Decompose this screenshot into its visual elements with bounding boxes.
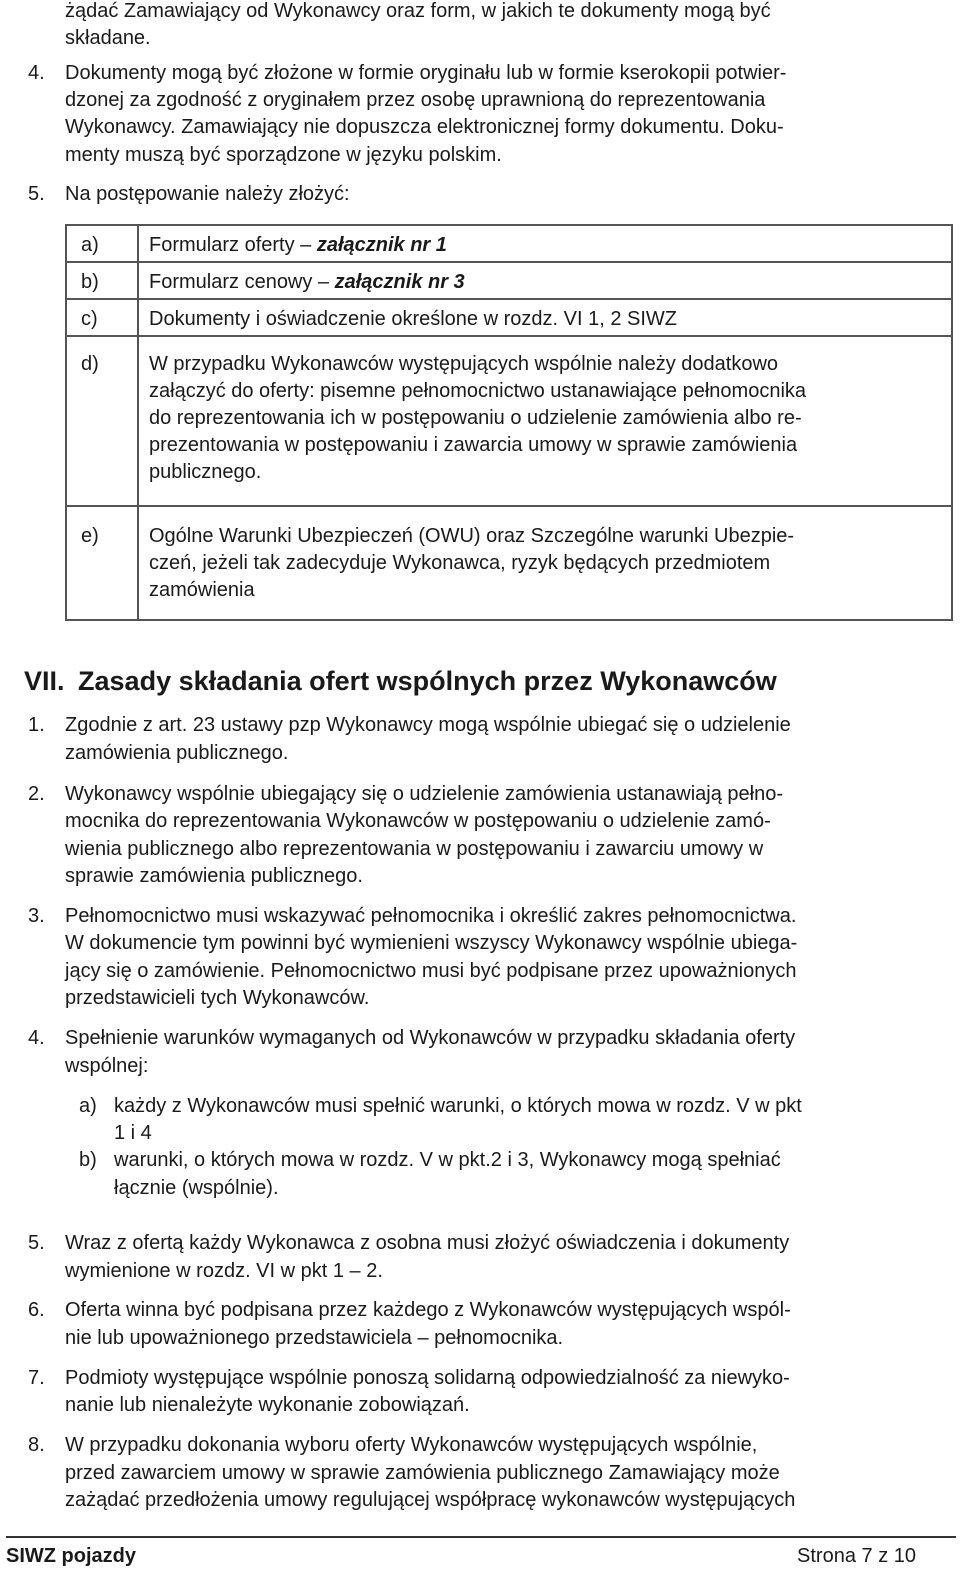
row-label: e) — [66, 506, 138, 620]
point-line: przedstawicieli tych Wykonawców. — [65, 987, 370, 1009]
point-line: W przypadku dokonania wyboru oferty Wykonawców występujących wspólnie, — [65, 1434, 758, 1456]
point-line: Wraz z ofertą każdy Wykonawca z osobna musi złożyć oświadczenia i dokumenty — [65, 1232, 790, 1254]
point-line: W dokumencie tym powinni być wymienieni wszyscy Wykonawcy wspólnie ubiega- — [65, 932, 798, 954]
point-line: mocnika do reprezentowania Wykonawców w postępowaniu o udzielenie zamó- — [65, 810, 771, 832]
row-text: Ogólne Warunki Ubezpieczeń (OWU) oraz Szczególne warunki Ubezpie- czeń, jeżeli tak zadecyduje Wykonawca, ryzyk będących przedmiotem zamówienia — [138, 506, 952, 620]
point-line: Spełnienie warunków wymaganych od Wykonawców w przypadku składania oferty — [65, 1027, 796, 1049]
point-line: Podmioty występujące wspólnie ponoszą solidarną odpowiedzialność za niewyko- — [65, 1367, 790, 1389]
required-documents-table — [65, 224, 953, 621]
item-line: Na postępowanie należy złożyć: — [65, 183, 350, 205]
item-line: Wykonawcy. Zamawiający nie dopuszcza elektronicznej formy dokumentu. Doku- — [65, 116, 784, 138]
point-line: nie lub upoważnionego przedstawiciela – pełnomocnika. — [65, 1327, 564, 1349]
point-line: Pełnomocnictwo musi wskazywać pełnomocnika i określić zakres pełnomocnictwa. — [65, 905, 797, 927]
subpoint-line: każdy z Wykonawców musi spełnić warunki, o których mowa w rozdz. V w pkt — [114, 1095, 802, 1117]
row-label: d) — [66, 336, 138, 506]
item-number: 5. — [28, 183, 45, 205]
point-number: 6. — [28, 1299, 45, 1321]
point-line: wymienione w rozdz. VI w pkt 1 – 2. — [65, 1260, 383, 1282]
point-number: 8. — [28, 1434, 45, 1456]
subpoint-line: łącznie (wspólnie). — [114, 1177, 279, 1199]
attachment-ref: załącznik nr 1 — [316, 234, 447, 256]
row-label: c) — [66, 299, 138, 336]
point-number: 1. — [28, 714, 45, 736]
section-title: Zasady składania ofert wspólnych przez Wykonawców — [78, 666, 777, 696]
row-label: b) — [66, 262, 138, 299]
table-row — [66, 299, 952, 336]
subpoint-label: a) — [79, 1095, 97, 1117]
row-text: Formularz cenowy – załącznik nr 3 — [138, 262, 952, 299]
row-text: Dokumenty i oświadczenie określone w rozdz. VI 1, 2 SIWZ — [138, 299, 952, 336]
item-line: dzonej za zgodność z oryginałem przez osobę uprawnioną do reprezentowania — [65, 89, 766, 111]
point-line: wspólnej: — [65, 1055, 149, 1077]
row-label: a) — [66, 225, 138, 262]
footer-page-number: Strona 7 z 10 — [797, 1545, 916, 1567]
section-number: VII. — [24, 666, 65, 696]
point-line: Oferta winna być podpisana przez każdego z Wykonawców występujących wspól- — [65, 1299, 791, 1321]
point-line: wienia publicznego albo reprezentowania w postępowaniu i zawarciu umowy w — [65, 838, 764, 860]
footer-divider — [6, 1536, 956, 1538]
point-line: przed zawarciem umowy w sprawie zamówienia publicznego Zamawiający może — [65, 1462, 780, 1484]
subpoint-line: 1 i 4 — [114, 1122, 152, 1144]
table-row — [66, 336, 952, 506]
point-line: zażądać przedłożenia umowy regulującej współpracę wykonawców występujących — [65, 1489, 796, 1511]
point-line: jący się o zamówienie. Pełnomocnictwo musi być podpisane przez upoważnionych — [65, 960, 797, 982]
point-number: 4. — [28, 1027, 45, 1049]
point-line: nanie lub nienależyte wykonanie zobowiązań. — [65, 1394, 470, 1416]
row-text: W przypadku Wykonawców występujących wspólnie należy dodatkowo załączyć do oferty: pisemne pełnomocnictwo ustanawiające pełnomocnika do reprezentowania ich w postępowaniu o udzielenie zamówienia albo re- prezentowania w postępowaniu i zawarcia umowy w sprawie zamówienia publicznego. — [138, 336, 952, 506]
subpoint-line: warunki, o których mowa w rozdz. V w pkt.2 i 3, Wykonawcy mogą spełniać — [114, 1149, 781, 1171]
point-number: 2. — [28, 783, 45, 805]
intro-line: żądać Zamawiający od Wykonawcy oraz form, w jakich te dokumenty mogą być — [65, 0, 771, 22]
point-line: Zgodnie z art. 23 ustawy pzp Wykonawcy mogą wspólnie ubiegać się o udzielenie — [65, 714, 791, 736]
footer-document-name: SIWZ pojazdy — [6, 1545, 136, 1567]
point-line: sprawie zamówienia publicznego. — [65, 865, 363, 887]
subpoint-label: b) — [79, 1149, 97, 1171]
table-row — [66, 225, 952, 262]
point-line: Wykonawcy wspólnie ubiegający się o udzielenie zamówienia ustanawiają pełno- — [65, 783, 783, 805]
point-number: 5. — [28, 1232, 45, 1254]
item-line: Dokumenty mogą być złożone w formie oryginału lub w formie kserokopii potwier- — [65, 62, 787, 84]
point-line: zamówienia publicznego. — [65, 742, 289, 764]
table-row — [66, 506, 952, 620]
intro-line: składane. — [65, 27, 151, 49]
item-number: 4. — [28, 62, 45, 84]
point-number: 3. — [28, 905, 45, 927]
item-line: menty muszą być sporządzone w języku polskim. — [65, 144, 502, 166]
attachment-ref: załącznik nr 3 — [334, 271, 465, 293]
row-text: Formularz oferty – załącznik nr 1 — [138, 225, 952, 262]
section-heading — [24, 664, 777, 698]
table-row — [66, 262, 952, 299]
point-number: 7. — [28, 1367, 45, 1389]
